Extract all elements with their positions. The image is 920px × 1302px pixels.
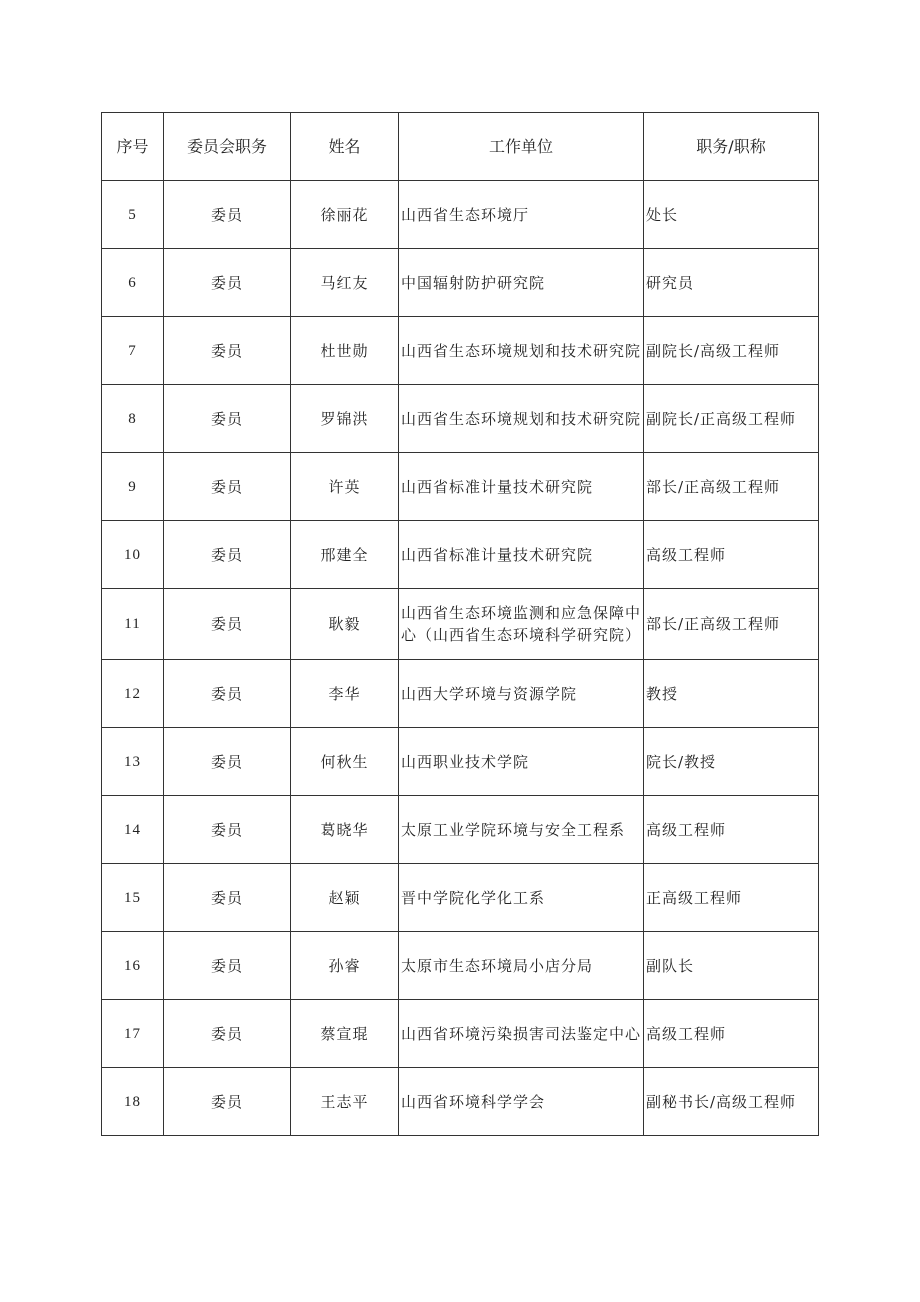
header-seq: 序号 [102, 113, 164, 181]
table-row [102, 385, 819, 453]
cell-role: 委员 [164, 864, 291, 932]
cell-name: 蔡宣琨 [291, 1000, 399, 1068]
cell-role: 委员 [164, 796, 291, 864]
cell-unit: 山西大学环境与资源学院 [399, 660, 644, 728]
cell-seq: 12 [102, 660, 164, 728]
table-row [102, 864, 819, 932]
cell-name: 王志平 [291, 1068, 399, 1136]
cell-title: 副秘书长/高级工程师 [644, 1068, 819, 1136]
cell-name: 罗锦洪 [291, 385, 399, 453]
cell-role: 委员 [164, 521, 291, 589]
cell-seq: 9 [102, 453, 164, 521]
header-unit: 工作单位 [399, 113, 644, 181]
cell-role: 委员 [164, 317, 291, 385]
cell-seq: 14 [102, 796, 164, 864]
cell-name: 葛晓华 [291, 796, 399, 864]
table-row [102, 589, 819, 660]
cell-role: 委员 [164, 181, 291, 249]
cell-role: 委员 [164, 1000, 291, 1068]
table-row [102, 796, 819, 864]
cell-title: 副院长/高级工程师 [644, 317, 819, 385]
cell-unit: 太原市生态环境局小店分局 [399, 932, 644, 1000]
cell-name: 何秋生 [291, 728, 399, 796]
cell-unit: 山西省标准计量技术研究院 [399, 521, 644, 589]
cell-unit: 山西省环境污染损害司法鉴定中心 [399, 1000, 644, 1068]
cell-seq: 11 [102, 589, 164, 660]
cell-title: 副院长/正高级工程师 [644, 385, 819, 453]
table-row [102, 728, 819, 796]
cell-name: 赵颖 [291, 864, 399, 932]
cell-role: 委员 [164, 728, 291, 796]
header-name: 姓名 [291, 113, 399, 181]
cell-title: 正高级工程师 [644, 864, 819, 932]
cell-role: 委员 [164, 1068, 291, 1136]
cell-name: 孙睿 [291, 932, 399, 1000]
header-role: 委员会职务 [164, 113, 291, 181]
cell-unit: 中国辐射防护研究院 [399, 249, 644, 317]
cell-unit: 山西省生态环境规划和技术研究院 [399, 385, 644, 453]
cell-unit: 晋中学院化学化工系 [399, 864, 644, 932]
cell-role: 委员 [164, 589, 291, 660]
cell-unit: 山西省生态环境厅 [399, 181, 644, 249]
cell-title: 部长/正高级工程师 [644, 453, 819, 521]
cell-name: 李华 [291, 660, 399, 728]
cell-title: 处长 [644, 181, 819, 249]
table-row [102, 453, 819, 521]
cell-seq: 10 [102, 521, 164, 589]
header-title: 职务/职称 [644, 113, 819, 181]
cell-title: 高级工程师 [644, 521, 819, 589]
table-row [102, 1000, 819, 1068]
cell-role: 委员 [164, 385, 291, 453]
cell-title: 高级工程师 [644, 1000, 819, 1068]
cell-unit: 山西省环境科学学会 [399, 1068, 644, 1136]
table-row [102, 317, 819, 385]
cell-name: 许英 [291, 453, 399, 521]
cell-seq: 8 [102, 385, 164, 453]
cell-seq: 15 [102, 864, 164, 932]
table-row [102, 521, 819, 589]
cell-seq: 18 [102, 1068, 164, 1136]
cell-seq: 13 [102, 728, 164, 796]
cell-unit: 山西职业技术学院 [399, 728, 644, 796]
table-row [102, 181, 819, 249]
cell-title: 副队长 [644, 932, 819, 1000]
cell-seq: 7 [102, 317, 164, 385]
cell-name: 徐丽花 [291, 181, 399, 249]
cell-unit: 山西省标准计量技术研究院 [399, 453, 644, 521]
cell-unit: 山西省生态环境规划和技术研究院 [399, 317, 644, 385]
cell-unit: 山西省生态环境监测和应急保障中心（山西省生态环境科学研究院） [399, 589, 644, 660]
cell-name: 马红友 [291, 249, 399, 317]
cell-title: 院长/教授 [644, 728, 819, 796]
cell-name: 邢建全 [291, 521, 399, 589]
cell-seq: 16 [102, 932, 164, 1000]
cell-name: 杜世勋 [291, 317, 399, 385]
cell-title: 研究员 [644, 249, 819, 317]
committee-members-table [101, 112, 819, 1136]
cell-seq: 6 [102, 249, 164, 317]
table-row [102, 249, 819, 317]
cell-seq: 5 [102, 181, 164, 249]
cell-unit: 太原工业学院环境与安全工程系 [399, 796, 644, 864]
cell-role: 委员 [164, 249, 291, 317]
cell-title: 高级工程师 [644, 796, 819, 864]
table-row [102, 932, 819, 1000]
cell-role: 委员 [164, 932, 291, 1000]
table-row [102, 660, 819, 728]
cell-name: 耿毅 [291, 589, 399, 660]
cell-title: 教授 [644, 660, 819, 728]
cell-role: 委员 [164, 453, 291, 521]
cell-role: 委员 [164, 660, 291, 728]
cell-title: 部长/正高级工程师 [644, 589, 819, 660]
header-row [102, 113, 819, 181]
table-row [102, 1068, 819, 1136]
cell-seq: 17 [102, 1000, 164, 1068]
